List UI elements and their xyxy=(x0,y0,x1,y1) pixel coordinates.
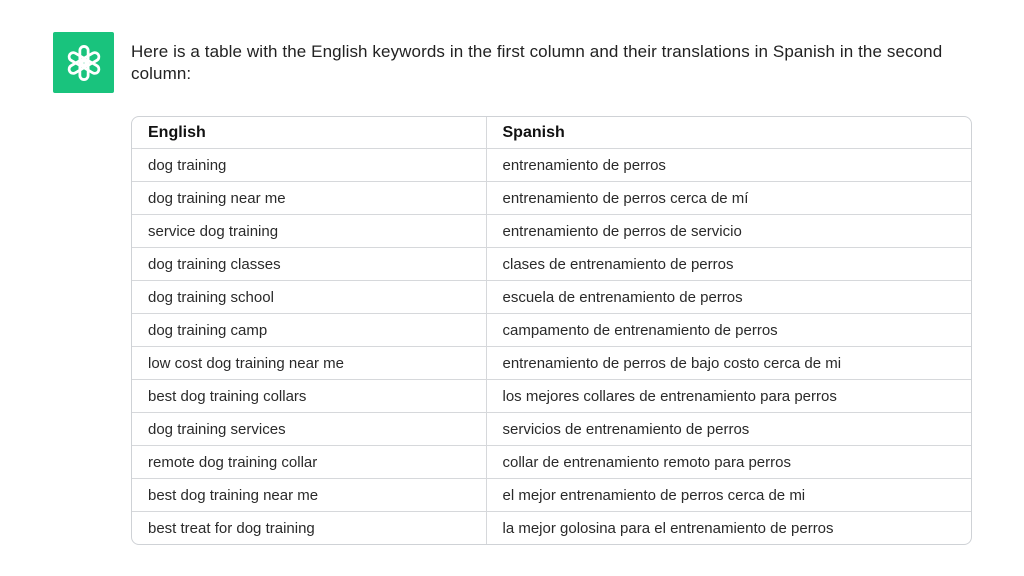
openai-logo-icon xyxy=(61,40,107,86)
table-row xyxy=(132,347,971,380)
table-row xyxy=(132,182,971,215)
table-row xyxy=(132,248,971,281)
english-cell: dog training school xyxy=(132,281,486,314)
column-header-spanish: Spanish xyxy=(486,117,971,149)
table-row xyxy=(132,281,971,314)
column-header-english: English xyxy=(132,117,486,149)
english-cell: dog training camp xyxy=(132,314,486,347)
english-cell: best dog training collars xyxy=(132,380,486,413)
english-cell: dog training services xyxy=(132,413,486,446)
translation-table xyxy=(131,116,972,545)
spanish-cell: servicios de entrenamiento de perros xyxy=(486,413,971,446)
table-row xyxy=(132,413,971,446)
spanish-cell: clases de entrenamiento de perros xyxy=(486,248,971,281)
table-row xyxy=(132,446,971,479)
spanish-cell: la mejor golosina para el entrenamiento de perros xyxy=(486,512,971,545)
english-cell: dog training classes xyxy=(132,248,486,281)
spanish-cell: entrenamiento de perros de bajo costo cerca de mi xyxy=(486,347,971,380)
spanish-cell: campamento de entrenamiento de perros xyxy=(486,314,971,347)
table-row xyxy=(132,479,971,512)
spanish-cell: collar de entrenamiento remoto para perros xyxy=(486,446,971,479)
english-cell: best dog training near me xyxy=(132,479,486,512)
spanish-cell: escuela de entrenamiento de perros xyxy=(486,281,971,314)
table-row xyxy=(132,215,971,248)
table-row xyxy=(132,380,971,413)
table-row xyxy=(132,512,971,545)
spanish-cell: los mejores collares de entrenamiento para perros xyxy=(486,380,971,413)
english-cell: dog training xyxy=(132,149,486,182)
english-cell: service dog training xyxy=(132,215,486,248)
english-cell: remote dog training collar xyxy=(132,446,486,479)
spanish-cell: entrenamiento de perros de servicio xyxy=(486,215,971,248)
english-cell: dog training near me xyxy=(132,182,486,215)
english-cell: low cost dog training near me xyxy=(132,347,486,380)
table-header-row xyxy=(132,117,971,149)
assistant-message-text: Here is a table with the English keywords in the first column and their translations in Spanish in the second column: xyxy=(131,42,943,83)
spanish-cell: entrenamiento de perros xyxy=(486,149,971,182)
english-cell: best treat for dog training xyxy=(148,519,315,537)
spanish-cell: el mejor entrenamiento de perros cerca de mi xyxy=(486,479,971,512)
table-row xyxy=(132,314,971,347)
spanish-cell: entrenamiento de perros cerca de mí xyxy=(486,182,971,215)
table-row xyxy=(132,149,971,182)
assistant-avatar xyxy=(53,32,114,93)
